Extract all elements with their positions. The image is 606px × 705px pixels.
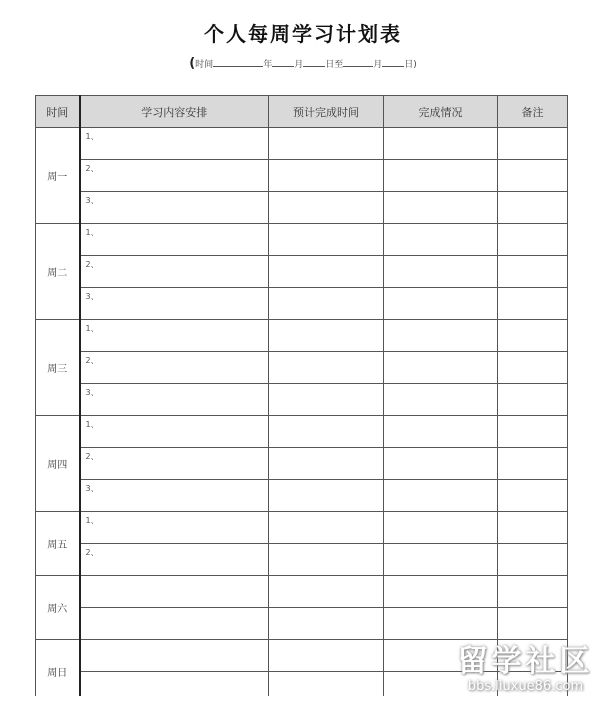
expected-time-cell[interactable] bbox=[269, 640, 384, 672]
item-number: 2、 bbox=[85, 356, 99, 365]
table-row bbox=[36, 160, 568, 192]
expected-time-cell[interactable] bbox=[269, 480, 384, 512]
expected-time-cell[interactable] bbox=[269, 544, 384, 576]
day-label-monday: 周一 bbox=[36, 128, 80, 224]
remarks-cell[interactable] bbox=[498, 160, 568, 192]
item-number: 1、 bbox=[85, 324, 99, 333]
watermark-logo-text: 留学社区 bbox=[457, 644, 594, 679]
content-cell[interactable] bbox=[80, 352, 269, 384]
item-number: 3、 bbox=[85, 292, 99, 301]
day-label-tuesday: 周二 bbox=[36, 224, 80, 320]
table-row bbox=[36, 352, 568, 384]
item-number: 2、 bbox=[85, 548, 99, 557]
header-remarks: 备注 bbox=[498, 96, 568, 128]
expected-time-cell[interactable] bbox=[269, 416, 384, 448]
watermark-url: bbs.liuxue86.com bbox=[467, 679, 584, 694]
document-title: 个人每周学习计划表 bbox=[204, 22, 402, 46]
day-label-saturday: 周六 bbox=[36, 576, 80, 640]
status-cell[interactable] bbox=[384, 224, 498, 256]
table-row bbox=[36, 128, 568, 160]
item-number: 3、 bbox=[85, 388, 99, 397]
item-number: 3、 bbox=[85, 196, 99, 205]
watermark bbox=[448, 645, 603, 695]
remarks-cell[interactable] bbox=[498, 416, 568, 448]
day-end-label: 日 bbox=[404, 60, 414, 70]
content-cell[interactable] bbox=[80, 288, 269, 320]
expected-time-cell[interactable] bbox=[269, 384, 384, 416]
expected-time-cell[interactable] bbox=[269, 512, 384, 544]
remarks-cell[interactable] bbox=[498, 224, 568, 256]
status-cell[interactable] bbox=[384, 608, 498, 640]
content-cell[interactable] bbox=[80, 128, 269, 160]
status-cell[interactable] bbox=[384, 288, 498, 320]
status-cell[interactable] bbox=[384, 352, 498, 384]
item-number bbox=[81, 576, 269, 579]
remarks-cell[interactable] bbox=[498, 320, 568, 352]
table-row bbox=[36, 192, 568, 224]
content-cell[interactable] bbox=[80, 384, 269, 416]
day-label-sunday: 周日 bbox=[36, 640, 80, 704]
header-row bbox=[36, 96, 568, 128]
open-paren: ( bbox=[189, 56, 196, 71]
content-cell[interactable] bbox=[80, 160, 269, 192]
day2-blank[interactable] bbox=[382, 57, 404, 67]
status-cell[interactable] bbox=[384, 128, 498, 160]
header-expected-completion: 预计完成时间 bbox=[269, 96, 384, 128]
item-number bbox=[81, 672, 269, 675]
content-cell[interactable] bbox=[80, 448, 269, 480]
month1-blank[interactable] bbox=[272, 57, 294, 67]
status-cell[interactable] bbox=[384, 480, 498, 512]
remarks-cell[interactable] bbox=[498, 544, 568, 576]
remarks-cell[interactable] bbox=[498, 512, 568, 544]
item-number: 1、 bbox=[85, 228, 99, 237]
expected-time-cell[interactable] bbox=[269, 128, 384, 160]
expected-time-cell[interactable] bbox=[269, 288, 384, 320]
item-number: 1、 bbox=[85, 420, 99, 429]
item-number: 2、 bbox=[85, 452, 99, 461]
expected-time-cell[interactable] bbox=[269, 320, 384, 352]
content-cell[interactable] bbox=[80, 480, 269, 512]
content-cell[interactable] bbox=[80, 544, 269, 576]
day-label-friday: 周五 bbox=[36, 512, 80, 576]
close-paren: ) bbox=[413, 60, 417, 70]
table-row bbox=[36, 448, 568, 480]
remarks-cell[interactable] bbox=[498, 576, 568, 608]
table-row bbox=[36, 608, 568, 640]
content-cell[interactable] bbox=[80, 608, 269, 640]
table-row bbox=[36, 512, 568, 544]
time-label: 时间 bbox=[195, 60, 214, 70]
year-blank[interactable] bbox=[213, 57, 263, 67]
expected-time-cell[interactable] bbox=[269, 160, 384, 192]
status-cell[interactable] bbox=[384, 544, 498, 576]
table-row bbox=[36, 256, 568, 288]
expected-time-cell[interactable] bbox=[269, 608, 384, 640]
item-number: 2、 bbox=[85, 260, 99, 269]
status-cell[interactable] bbox=[384, 576, 498, 608]
table-row bbox=[36, 288, 568, 320]
item-number bbox=[81, 608, 269, 611]
status-cell[interactable] bbox=[384, 384, 498, 416]
remarks-cell[interactable] bbox=[498, 288, 568, 320]
table-row bbox=[36, 384, 568, 416]
status-cell[interactable] bbox=[384, 256, 498, 288]
remarks-cell[interactable] bbox=[498, 448, 568, 480]
content-cell[interactable] bbox=[80, 416, 269, 448]
table-row bbox=[36, 224, 568, 256]
date-range-line bbox=[0, 56, 606, 71]
item-number bbox=[81, 640, 269, 643]
expected-time-cell[interactable] bbox=[269, 352, 384, 384]
content-cell[interactable] bbox=[80, 224, 269, 256]
day-label-wednesday: 周三 bbox=[36, 320, 80, 416]
remarks-cell[interactable] bbox=[498, 608, 568, 640]
remarks-cell[interactable] bbox=[498, 256, 568, 288]
remarks-cell[interactable] bbox=[498, 384, 568, 416]
item-number: 1、 bbox=[85, 132, 99, 141]
content-cell[interactable] bbox=[80, 256, 269, 288]
table-row bbox=[36, 576, 568, 608]
expected-time-cell[interactable] bbox=[269, 192, 384, 224]
table-row bbox=[36, 480, 568, 512]
status-cell[interactable] bbox=[384, 416, 498, 448]
status-cell[interactable] bbox=[384, 512, 498, 544]
day1-blank[interactable] bbox=[303, 57, 325, 67]
remarks-cell[interactable] bbox=[498, 480, 568, 512]
status-cell[interactable] bbox=[384, 448, 498, 480]
remarks-cell[interactable] bbox=[498, 352, 568, 384]
table-row bbox=[36, 320, 568, 352]
table-row bbox=[36, 544, 568, 576]
content-cell[interactable] bbox=[80, 640, 269, 672]
item-number: 2、 bbox=[85, 164, 99, 173]
header-study-content: 学习内容安排 bbox=[80, 96, 269, 128]
page-crop-edge bbox=[0, 696, 606, 705]
weekly-plan-table bbox=[35, 95, 568, 704]
content-cell[interactable] bbox=[80, 320, 269, 352]
month2-label: 月 bbox=[373, 60, 383, 70]
header-time: 时间 bbox=[36, 96, 80, 128]
day-label-thursday: 周四 bbox=[36, 416, 80, 512]
year-label: 年 bbox=[263, 60, 273, 70]
status-cell[interactable] bbox=[384, 320, 498, 352]
table-row bbox=[36, 416, 568, 448]
day-to-label: 日至 bbox=[325, 60, 344, 70]
month1-label: 月 bbox=[294, 60, 304, 70]
status-cell[interactable] bbox=[384, 192, 498, 224]
remarks-cell[interactable] bbox=[498, 192, 568, 224]
content-cell[interactable] bbox=[80, 576, 269, 608]
remarks-cell[interactable] bbox=[498, 128, 568, 160]
content-cell[interactable] bbox=[80, 512, 269, 544]
month2-blank[interactable] bbox=[343, 57, 373, 67]
expected-time-cell[interactable] bbox=[269, 256, 384, 288]
expected-time-cell[interactable] bbox=[269, 224, 384, 256]
expected-time-cell[interactable] bbox=[269, 448, 384, 480]
item-number: 3、 bbox=[85, 484, 99, 493]
expected-time-cell[interactable] bbox=[269, 576, 384, 608]
item-number: 1、 bbox=[85, 516, 99, 525]
status-cell[interactable] bbox=[384, 160, 498, 192]
header-completion-status: 完成情况 bbox=[384, 96, 498, 128]
content-cell[interactable] bbox=[80, 192, 269, 224]
